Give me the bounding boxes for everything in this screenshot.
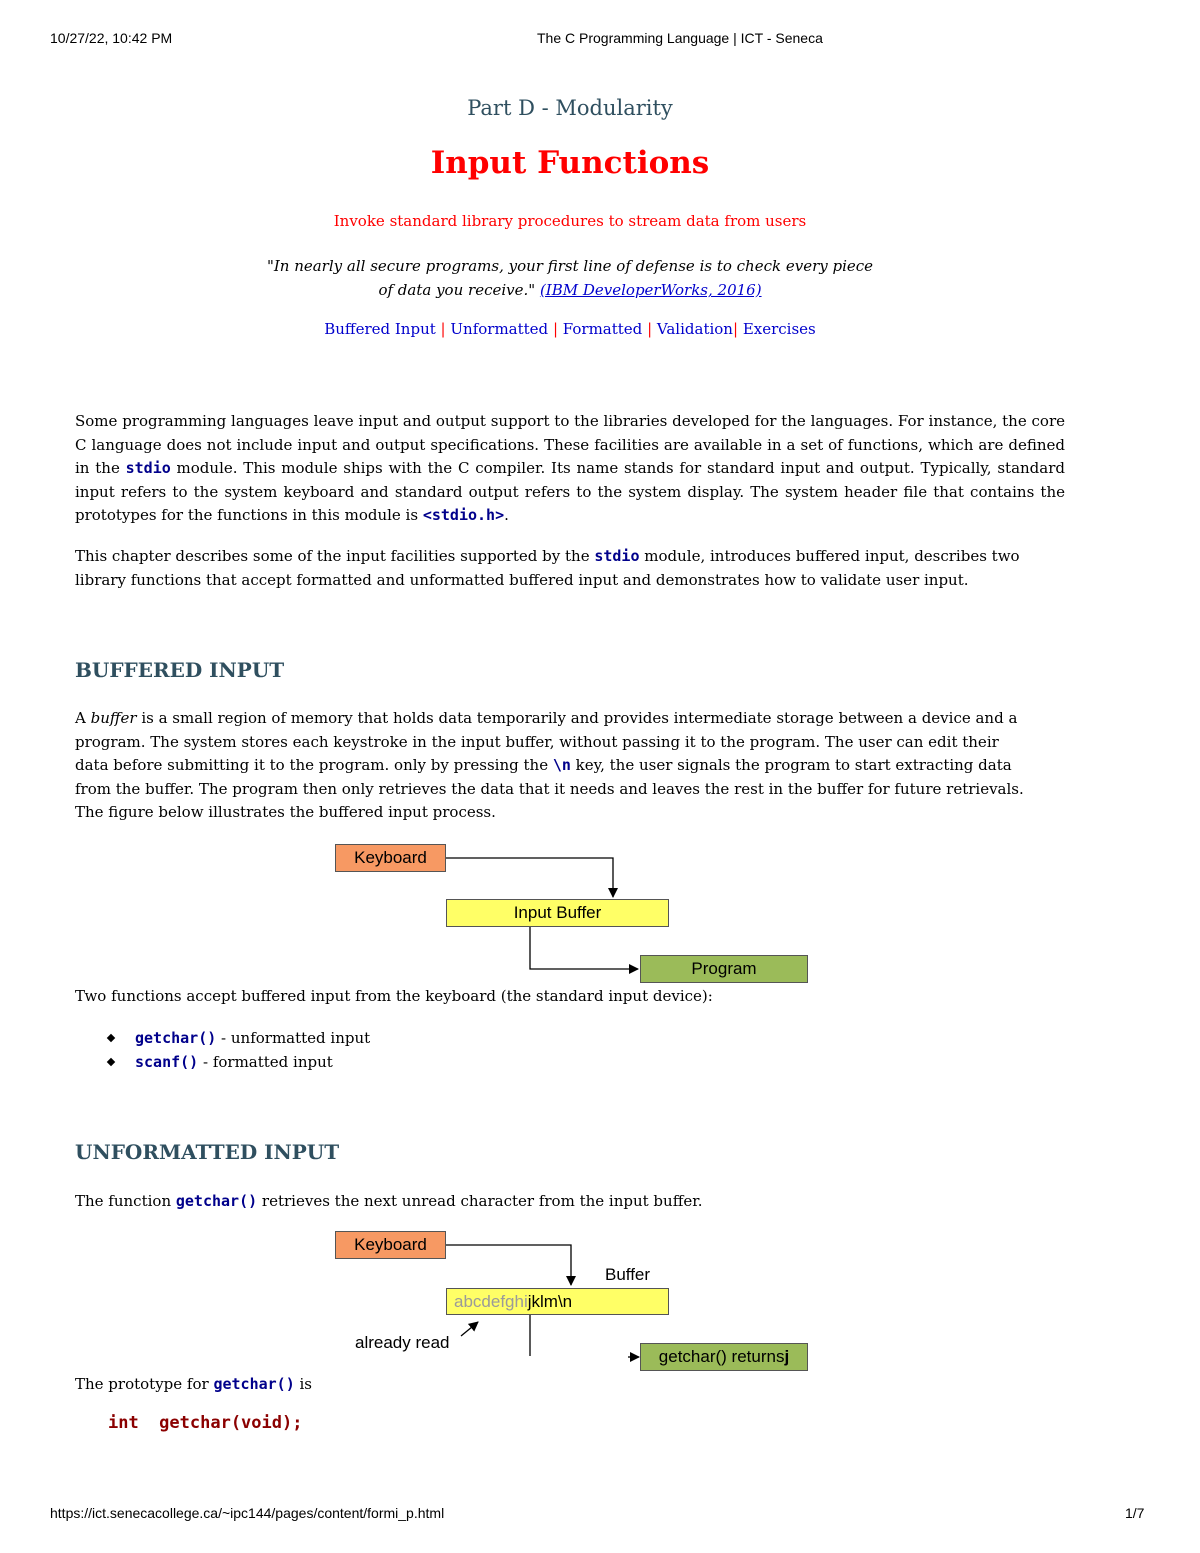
quote-line-2: of data you receive." [378,281,540,299]
intro-text: . [504,506,509,524]
list-item-text: - unformatted input [216,1029,371,1047]
buffer-label: Buffer [605,1265,651,1284]
keyboard-box: Keyboard [335,1231,446,1259]
quote-citation-link[interactable]: (IBM DeveloperWorks, 2016) [539,281,762,299]
buffer-unread-chars: jklm\n [527,1291,573,1311]
print-page-title: The C Programming Language | ICT - Seneca [537,30,823,46]
heading-buffered-input: BUFFERED INPUT [75,658,285,682]
print-url: https://ict.senecacollege.ca/~ipc144/pages/content/formi_p.html [50,1505,445,1521]
buffer-read-chars: abcdefghi [454,1291,528,1311]
heading-unformatted-input: UNFORMATTED INPUT [75,1140,340,1164]
nav-separator: | [732,320,739,338]
two-functions-text: Two functions accept buffered input from the keyboard (the standard input device): [75,987,713,1005]
nav-buffered-input[interactable]: Buffered Input [324,320,436,338]
program-box: Program [640,955,808,983]
returns-char: j [784,1347,790,1366]
nav-separator: | [647,320,653,338]
intro-text: Some programming languages leave input and output support to the libraries developed for the languages. For instance, the core C language does not include input and output specifications. These facilities are available in a set of functions, which are defined in the [75,412,1065,477]
code-getchar: getchar() [213,1375,295,1393]
input-buffer-box: Input Buffer [446,899,669,927]
already-read-label: already read [355,1333,450,1352]
code-scanf: scanf() [135,1053,199,1071]
print-datetime: 10/27/22, 10:42 PM [50,30,173,46]
part-label: Part D - Modularity [467,96,673,120]
nav-exercises[interactable]: Exercises [742,320,816,338]
keyboard-box: Keyboard [335,844,446,872]
intro-text: module. This module ships with the C compiler. Its name stands for standard input and output. Typically, standard input refers to the system keyboard and standard output refers to the system display. The system header file that contains the prototypes for the functions in this module is [75,459,1065,524]
quote-line-1: "In nearly all secure programs, your first line of defense is to check every piece [266,257,874,275]
getchar-prototype-code: int getchar(void); [108,1413,303,1433]
buffered-text: is a small region of memory that holds data temporarily and provides intermediate storage between a device and a program. The system stores each keystroke in the input buffer, without passing it to the program. The user can edit their data before submitting it to the program. only by pressing the [75,709,1018,774]
code-stdio: stdio [125,459,171,477]
code-getchar: getchar() [175,1192,258,1210]
nav-unformatted[interactable]: Unformatted [450,320,549,338]
nav-validation[interactable]: Validation [656,320,733,338]
returns-text: getchar() returns [658,1347,785,1366]
nav-separator: | [440,320,446,338]
prototype-text: The prototype for [75,1375,214,1393]
buffered-text: A [75,709,91,727]
intro-text: module, introduces buffered input, describes two library functions that accept formatted and unformatted buffered input and demonstrates how to validate user input. [75,547,1020,589]
nav-formatted[interactable]: Formatted [562,320,643,338]
code-newline: \n [552,756,571,774]
print-page-number: 1/7 [1125,1505,1145,1521]
buffered-text: key, the user signals the program to start extracting data from the buffer. The program then only retrieves the data that it needs and leaves the rest in the buffer for future retrievals. The figure below illustrates the buffered input process. [75,756,1024,821]
buffer-term: buffer [90,709,137,727]
intro-text: This chapter describes some of the input facilities supported by the [75,547,595,565]
prototype-text: is [294,1375,312,1393]
code-getchar: getchar() [135,1029,217,1047]
unformatted-text: retrieves the next unread character from the input buffer. [257,1192,703,1210]
page-title: Input Functions [430,145,710,181]
getchar-returns-box [640,1343,808,1371]
code-stdio-h: <stdio.h> [422,506,505,524]
nav-separator: | [552,320,558,338]
page-subtitle: Invoke standard library procedures to stream data from users [333,212,807,230]
code-stdio: stdio [594,547,640,565]
buffer-contents-box [446,1288,669,1315]
unformatted-text: The function [75,1192,176,1210]
arrow-keyboard-to-buffer [446,1245,571,1285]
list-item-text: - formatted input [198,1053,333,1071]
arrow-already-read [461,1322,478,1336]
prototype-intro [75,1373,1065,1397]
